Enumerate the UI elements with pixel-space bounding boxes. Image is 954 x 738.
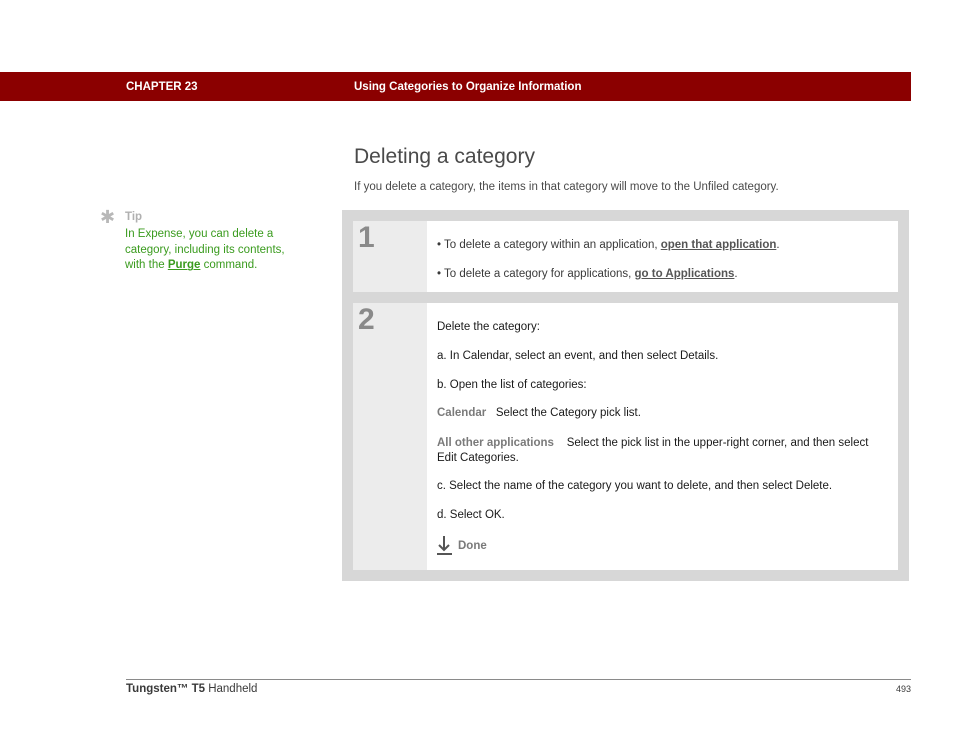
- step-2-c: c. Select the name of the category you want to delete, and then select Delete.: [437, 480, 833, 492]
- chapter-header: [0, 72, 911, 101]
- other-apps-text: Select the pick list in the upper-right corner, and then select Edit Categories.: [437, 437, 869, 464]
- asterisk-icon: ✱: [100, 207, 116, 227]
- footer-product: [126, 683, 257, 695]
- bullet-1-text: • To delete a category within an application,: [437, 239, 661, 251]
- section-title: Deleting a category: [354, 145, 535, 168]
- section-intro: If you delete a category, the items in that category will move to the Unfiled category.: [354, 181, 779, 193]
- step-2-content: [427, 303, 898, 570]
- open-that-application-link[interactable]: open that application: [660, 239, 777, 251]
- purge-link[interactable]: Purge: [167, 259, 201, 272]
- chapter-title: Using Categories to Organize Information: [354, 81, 582, 93]
- bullet-2-text: • To delete a category for applications,: [437, 268, 635, 280]
- page-number: 493: [895, 684, 911, 694]
- tip-label: Tip: [125, 211, 143, 223]
- step-2-b: b. Open the list of categories:: [437, 379, 587, 391]
- step-2-a: a. In Calendar, select an event, and then select Details.: [437, 350, 719, 362]
- step-number-1: 1: [358, 221, 375, 254]
- done-label: Done: [458, 540, 487, 552]
- chapter-label: CHAPTER 23: [126, 81, 198, 93]
- calendar-text: Select the Category pick list.: [495, 407, 641, 419]
- calendar-label: Calendar: [437, 407, 487, 419]
- footer-product-brand: Tungsten™ T5: [126, 683, 206, 695]
- go-to-applications-link[interactable]: go to Applications: [634, 268, 735, 280]
- step-2: [353, 303, 898, 570]
- footer-product-suffix: Handheld: [205, 683, 258, 695]
- step-1: [353, 221, 898, 292]
- calendar-row: [437, 407, 641, 419]
- step-2-d: d. Select OK.: [437, 509, 505, 521]
- tip-text-before: In Expense, you can delete a category, including its contents, with the: [125, 228, 285, 272]
- step-number-2: 2: [358, 303, 375, 336]
- step-2-intro: Delete the category:: [437, 321, 540, 333]
- bullet-1-suffix: .: [776, 239, 780, 251]
- down-arrow-icon: [437, 536, 453, 556]
- other-apps-row: [437, 436, 882, 466]
- steps-box: [342, 210, 909, 581]
- step-1-bullet-1: [437, 239, 780, 251]
- step-1-bullet-2: [437, 268, 738, 280]
- bullet-2-suffix: .: [734, 268, 738, 280]
- tip-text: [125, 227, 285, 274]
- step-1-content: [427, 221, 898, 292]
- other-apps-label: All other applications: [437, 437, 554, 449]
- footer-divider: [126, 679, 911, 680]
- tip-text-after: command.: [200, 259, 258, 272]
